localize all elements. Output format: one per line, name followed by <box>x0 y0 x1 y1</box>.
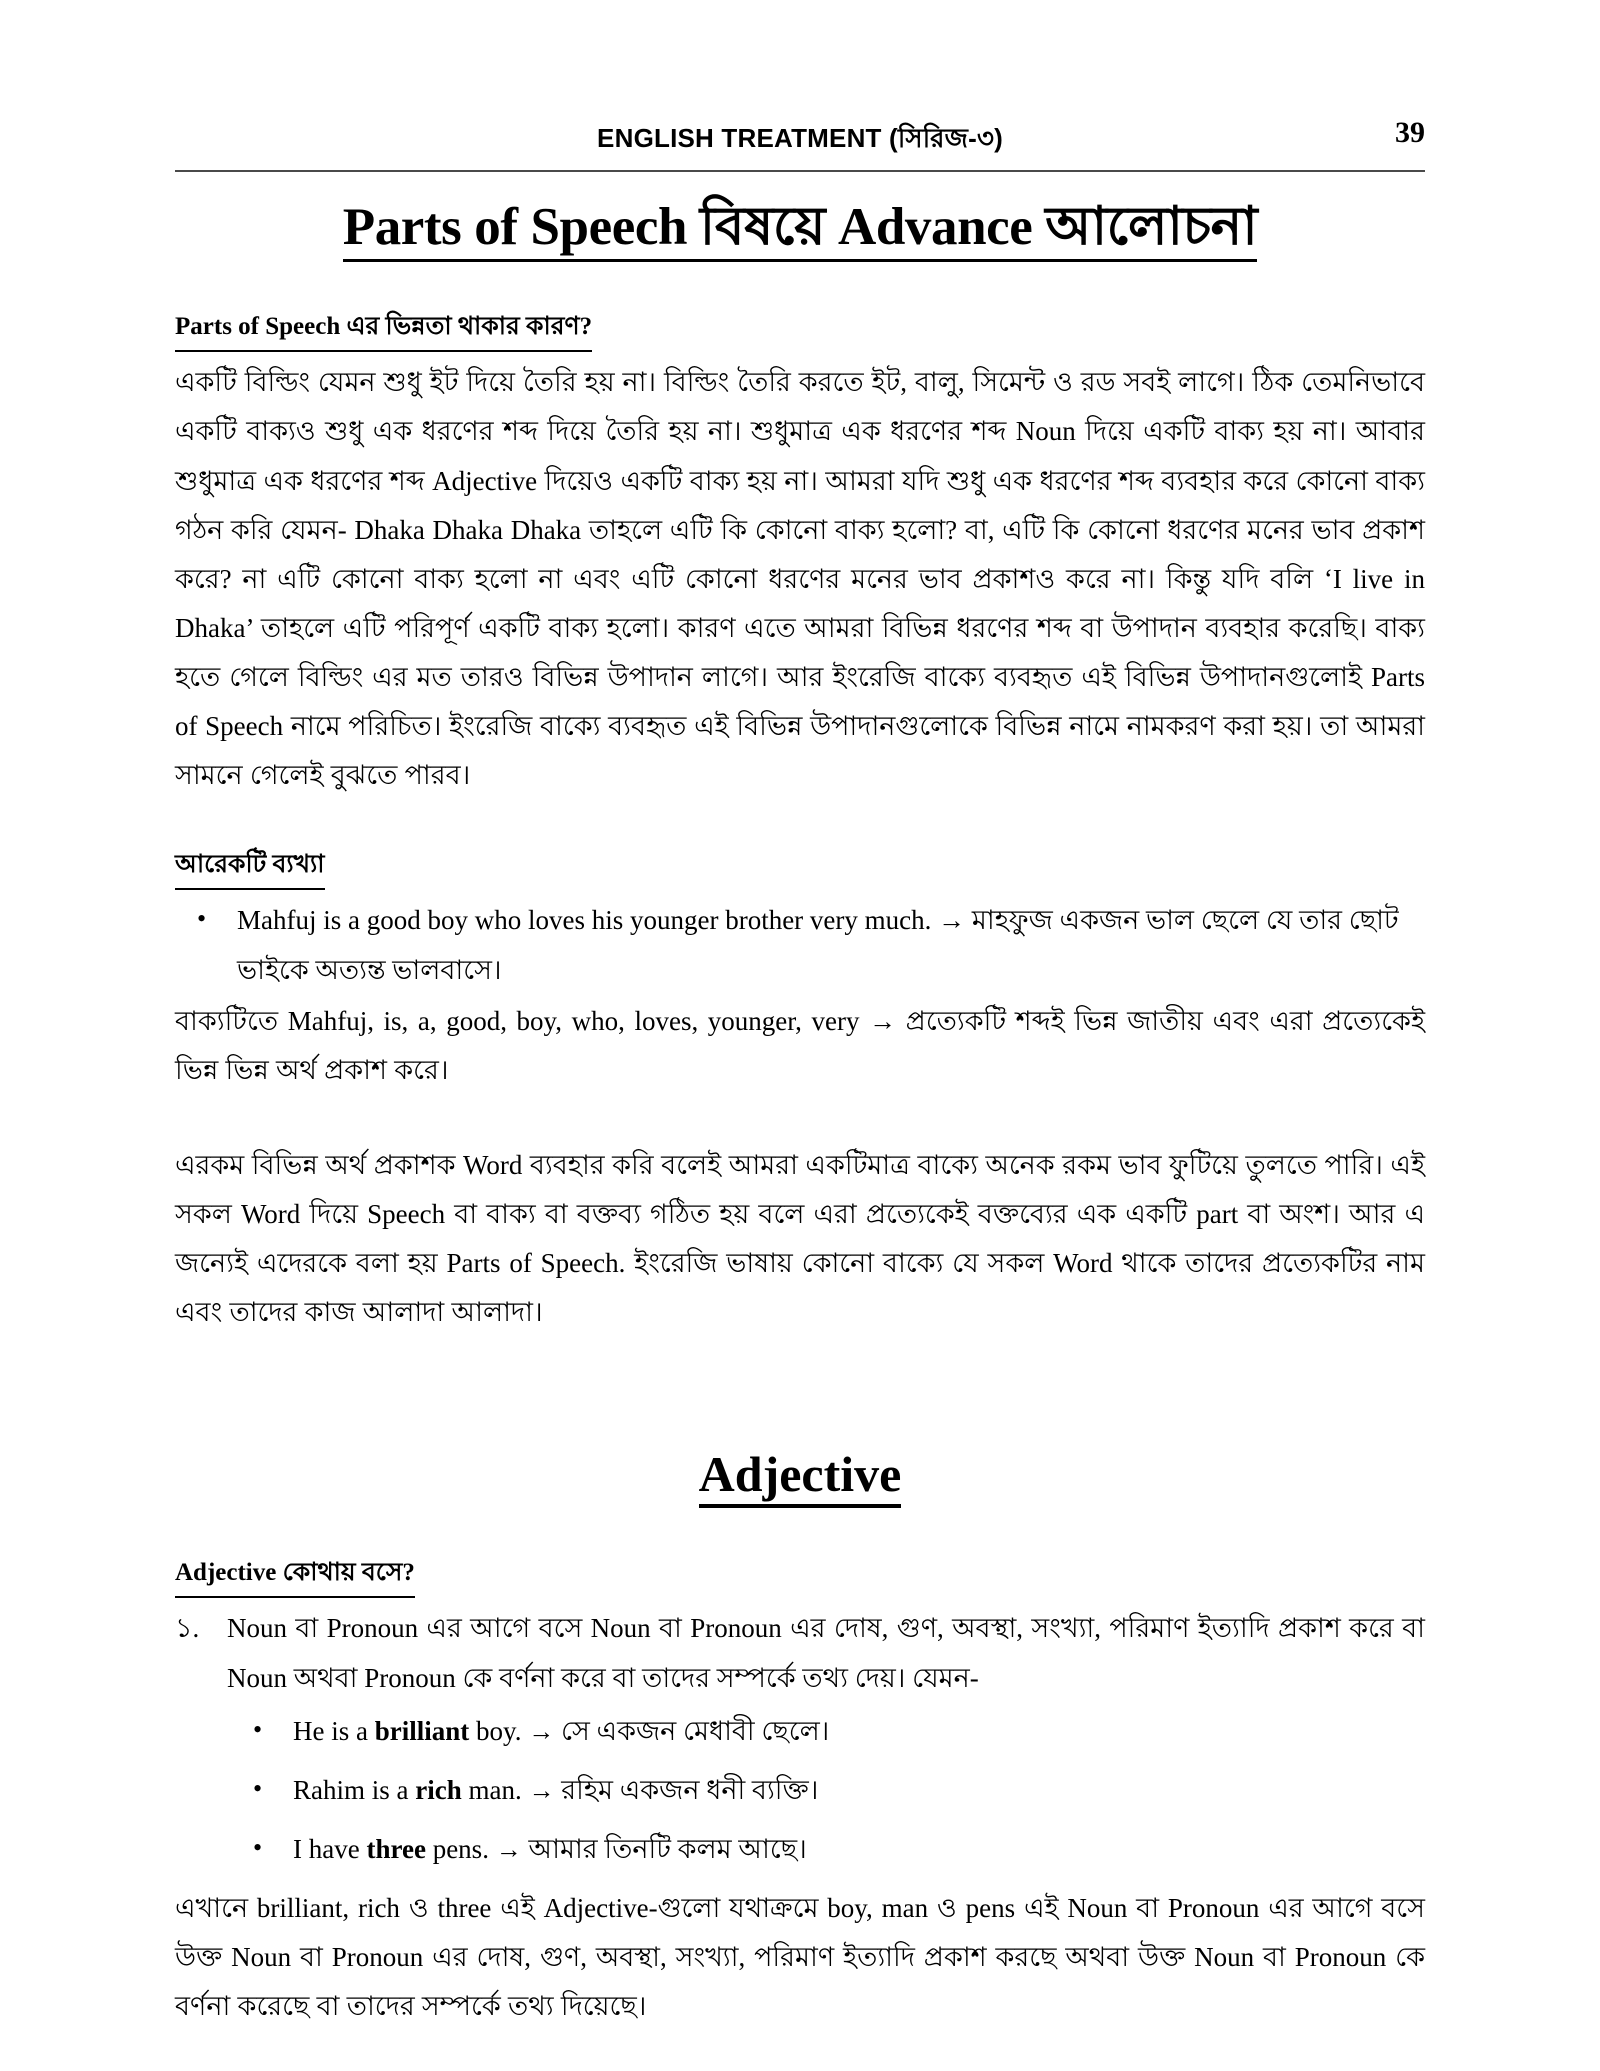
page-title-text: Parts of Speech বিষয়ে Advance আলোচনা <box>343 198 1258 262</box>
section-heading-text: Parts of Speech এর ভিন্নতা থাকার কারণ? <box>175 306 592 352</box>
explanation-paragraph: বাক্যটিতে Mahfuj, is, a, good, boy, who, loves, younger, very → প্রত্যেকটি শব্দই ভিন্ন জাতীয় এবং এরা প্রত্যেকেই ভিন্ন ভিন্ন অর্থ প্রকাশ করে। <box>175 1005 1425 1085</box>
example-post: pens. <box>425 1833 489 1864</box>
arrow-icon: → <box>528 1716 555 1746</box>
running-header <box>175 118 1425 164</box>
section-title-adjective <box>175 1445 1425 1508</box>
section-heading-text: আরেকটি ব্যখ্যা <box>175 844 325 890</box>
list-item <box>175 1604 1425 1702</box>
header-divider <box>175 170 1425 172</box>
example-bold-word: three <box>366 1833 426 1864</box>
example-translation: সে একজন মেধাবী ছেলে। <box>561 1715 830 1746</box>
example-post: man. <box>461 1774 522 1805</box>
example-list-adjective <box>175 1707 1425 1874</box>
example-bold-word: brilliant <box>374 1715 470 1746</box>
section-heading-another-explanation <box>175 844 1425 890</box>
list-item-number: ১. <box>175 1613 200 1644</box>
example-pre: He is a <box>293 1715 375 1746</box>
example-list-mahfuj <box>175 896 1425 994</box>
summary-paragraph: এরকম বিভিন্ন অর্থ প্রকাশক Word ব্যবহার করি বলেই আমরা একটিমাত্র বাক্যে অনেক রকম ভাব ফুটিয়ে তুলতে পারি। এই সকল Word দিয়ে Speech বা বাক্য বা বক্তব্য গঠিত হয় বলে এরা প্রত্যেকেই বক্তব্যের এক একটি part বা অংশ। আর এ জন্যেই এদেরকে বলা হয় Parts of Speech. ইংরেজি ভাষায় কোনো বাক্যে যে সকল Word থাকে তাদের প্রত্যেকটির নাম এবং তাদের কাজ আলাদা আলাদা। <box>175 1149 1425 1328</box>
example-translation: রহিম একজন ধনী ব্যক্তি। <box>561 1774 819 1805</box>
example-pre: Rahim is a <box>293 1774 416 1805</box>
list-item <box>175 1825 1425 1874</box>
section-heading-adjective-position <box>175 1552 1425 1598</box>
example-bold-word: rich <box>415 1774 462 1805</box>
example-pre: I have <box>293 1833 367 1864</box>
list-item <box>175 1707 1425 1756</box>
list-item: • Mahfuj is a good boy who loves his younger brother very much. → মাহফুজ একজন ভাল ছেলে যে তার ছোট ভাইকে অত্যন্ত ভালবাসে। <box>175 896 1425 994</box>
section-heading-parts-of-speech <box>175 306 1425 352</box>
arrow-icon: → <box>495 1834 522 1864</box>
page-content <box>175 118 1425 2031</box>
example-post: boy. <box>469 1715 522 1746</box>
closing-paragraph: এখানে brilliant, rich ও three এই Adjective-গুলো যথাক্রমে boy, man ও pens এই Noun বা Pronoun এর আগে বসে উক্ত Noun বা Pronoun এর দোষ, গুণ, অবস্থা, সংখ্যা, পরিমাণ ইত্যাদি প্রকাশ করছে অথবা উক্ত Noun বা Pronoun কে বর্ণনা করেছে বা তাদের সম্পর্কে তথ্য দিয়েছে। <box>175 1893 1425 2022</box>
page-title <box>175 198 1425 262</box>
section-heading-text: Adjective কোথায় বসে? <box>175 1552 415 1598</box>
numbered-list-adjective-rules <box>175 1604 1425 1702</box>
arrow-icon: → <box>528 1775 555 1805</box>
spacer <box>175 1095 1425 1141</box>
section-title-text: Adjective <box>699 1445 902 1508</box>
list-item-text: Noun বা Pronoun এর আগে বসে Noun বা Pronoun এর দোষ, গুণ, অবস্থা, সংখ্যা, পরিমাণ ইত্যাদি প্রকাশ করে বা Noun অথবা Pronoun কে বর্ণনা করে বা তাদের সম্পর্কে তথ্য দেয়। যেমন- <box>227 1613 1425 1693</box>
page-number: 39 <box>1395 116 1425 149</box>
section-paragraph-parts-of-speech: একটি বিল্ডিং যেমন শুধু ইট দিয়ে তৈরি হয় না। বিল্ডিং তৈরি করতে ইট, বালু, সিমেন্ট ও রড সবই লাগে। ঠিক তেমনিভাবে একটি বাক্যও শুধু এক ধরণের শব্দ দিয়ে তৈরি হয় না। শুধুমাত্র এক ধরণের শব্দ Noun দিয়ে একটি বাক্য হয় না। আবার শুধুমাত্র এক ধরণের শব্দ Adjective দিয়েও একটি বাক্য হয় না। আমরা যদি শুধু এক ধরণের শব্দ ব্যবহার করে কোনো বাক্য গঠন করি যেমন- Dhaka Dhaka Dhaka তাহলে এটি কি কোনো বাক্য হলো? বা, এটি কি কোনো ধরণের মনের ভাব প্রকাশ করে? না এটি কোনো বাক্য হলো না এবং এটি কোনো ধরণের মনের ভাব প্রকাশও করে না। কিন্তু যদি বলি ‘I live in Dhaka’ তাহলে এটি পরিপূর্ণ একটি বাক্য হলো। কারণ এতে আমরা বিভিন্ন ধরণের শব্দ বা উপাদান ব্যবহার করেছি। বাক্য হতে গেলে বিল্ডিং এর মত তারও বিভিন্ন উপাদান লাগে। আর ইংরেজি বাক্যে ব্যবহৃত এই বিভিন্ন উপাদানগুলোই Parts of Speech নামে পরিচিত। ইংরেজি বাক্যে ব্যবহৃত এই বিভিন্ন উপাদানগুলোকে বিভিন্ন নামে নামকরণ করা হয়। তা আমরা সামনে গেলেই বুঝতে পারব। <box>175 367 1425 791</box>
running-header-title: ENGLISH TREATMENT (সিরিজ-৩) <box>597 123 1003 153</box>
example-translation: আমার তিনটি কলম আছে। <box>528 1833 807 1864</box>
list-item <box>175 1766 1425 1815</box>
